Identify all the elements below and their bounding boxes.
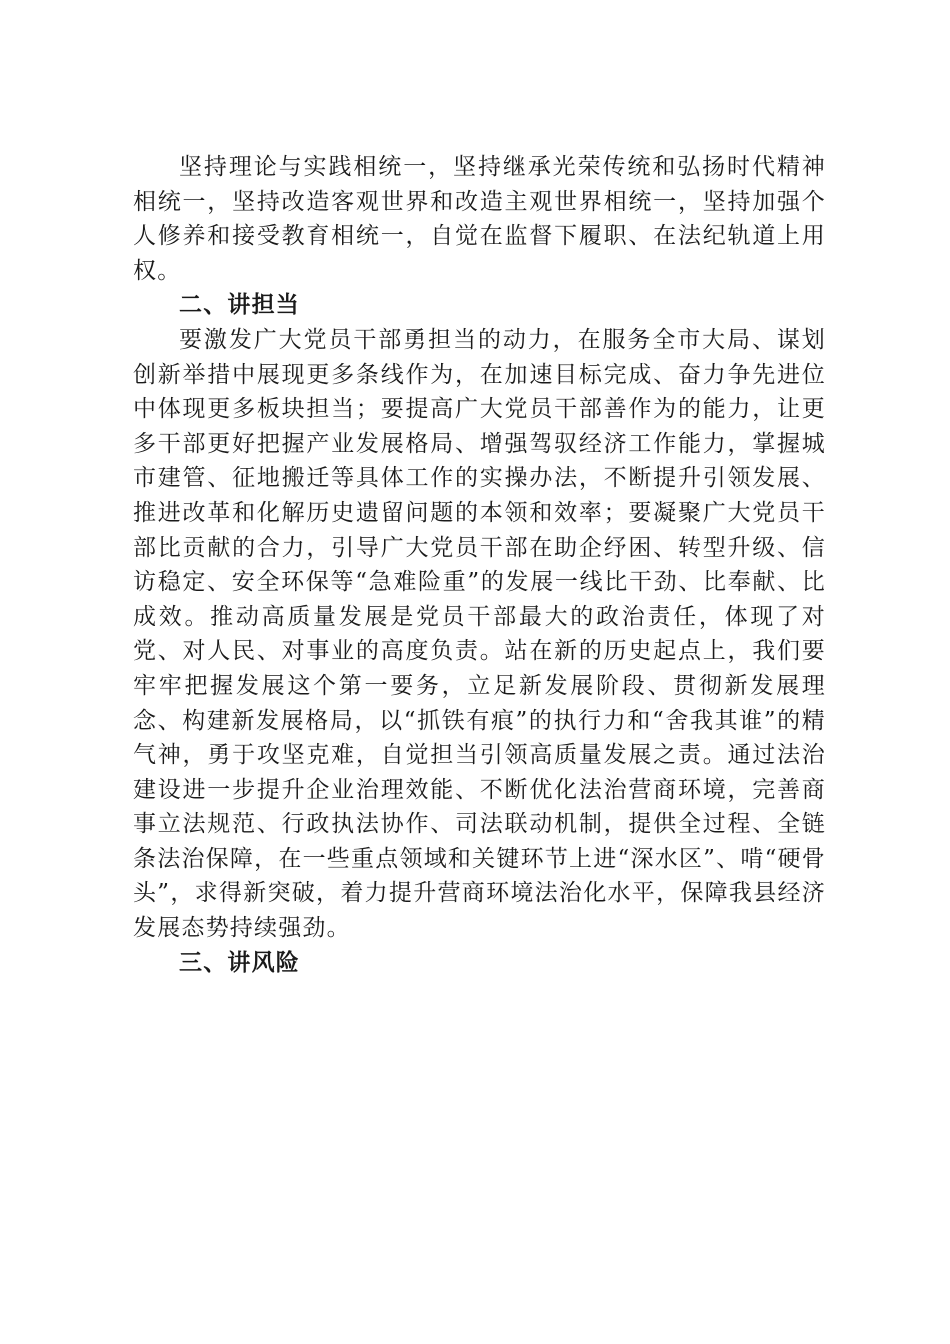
document-body [133, 150, 826, 980]
paragraph-responsibility: 要激发广大党员干部勇担当的动力，在服务全市大局、谋划创新举措中展现更多条线作为，在加速目标完成、奋力争先进位中体现更多板块担当；要提高广大党员干部善作为的能力，让更多干部更好把握产业发展格局、增强驾驭经济工作能力，掌握城市建管、征地搬迁等具体工作的实操办法，不断提升引领发展、推进改革和化解历史遗留问题的本领和效率；要凝聚广大党员干部比贡献的合力，引导广大党员干部在助企纾困、转型升级、信访稳定、安全环保等“急难险重”的发展一线比干劲、比奉献、比成效。推动高质量发展是党员干部最大的政治责任，体现了对党、对人民、对事业的高度负责。站在新的历史起点上，我们要牢牢把握发展这个第一要务，立足新发展阶段、贯彻新发展理念、构建新发展格局，以“抓铁有痕”的执行力和“舍我其谁”的精气神，勇于攻坚克难，自觉担当引领高质量发展之责。通过法治建设进一步提升企业治理效能、不断优化法治营商环境，完善商事立法规范、行政执法协作、司法联动机制，提供全过程、全链条法治保障，在一些重点领域和关键环节上进“深水区”、啃“硬骨头”，求得新突破，着力提升营商环境法治化水平，保障我县经济发展态势持续强劲。 [133, 326, 826, 942]
section-heading-risk: 三、讲风险 [179, 949, 300, 976]
section-heading-responsibility: 二、讲担当 [179, 292, 300, 319]
paragraph-intro: 坚持理论与实践相统一，坚持继承光荣传统和弘扬时代精神相统一，坚持改造客观世界和改造主观世界相统一，坚持加强个人修养和接受教育相统一，自觉在监督下履职、在法纪轨道上用权。 [133, 154, 826, 284]
